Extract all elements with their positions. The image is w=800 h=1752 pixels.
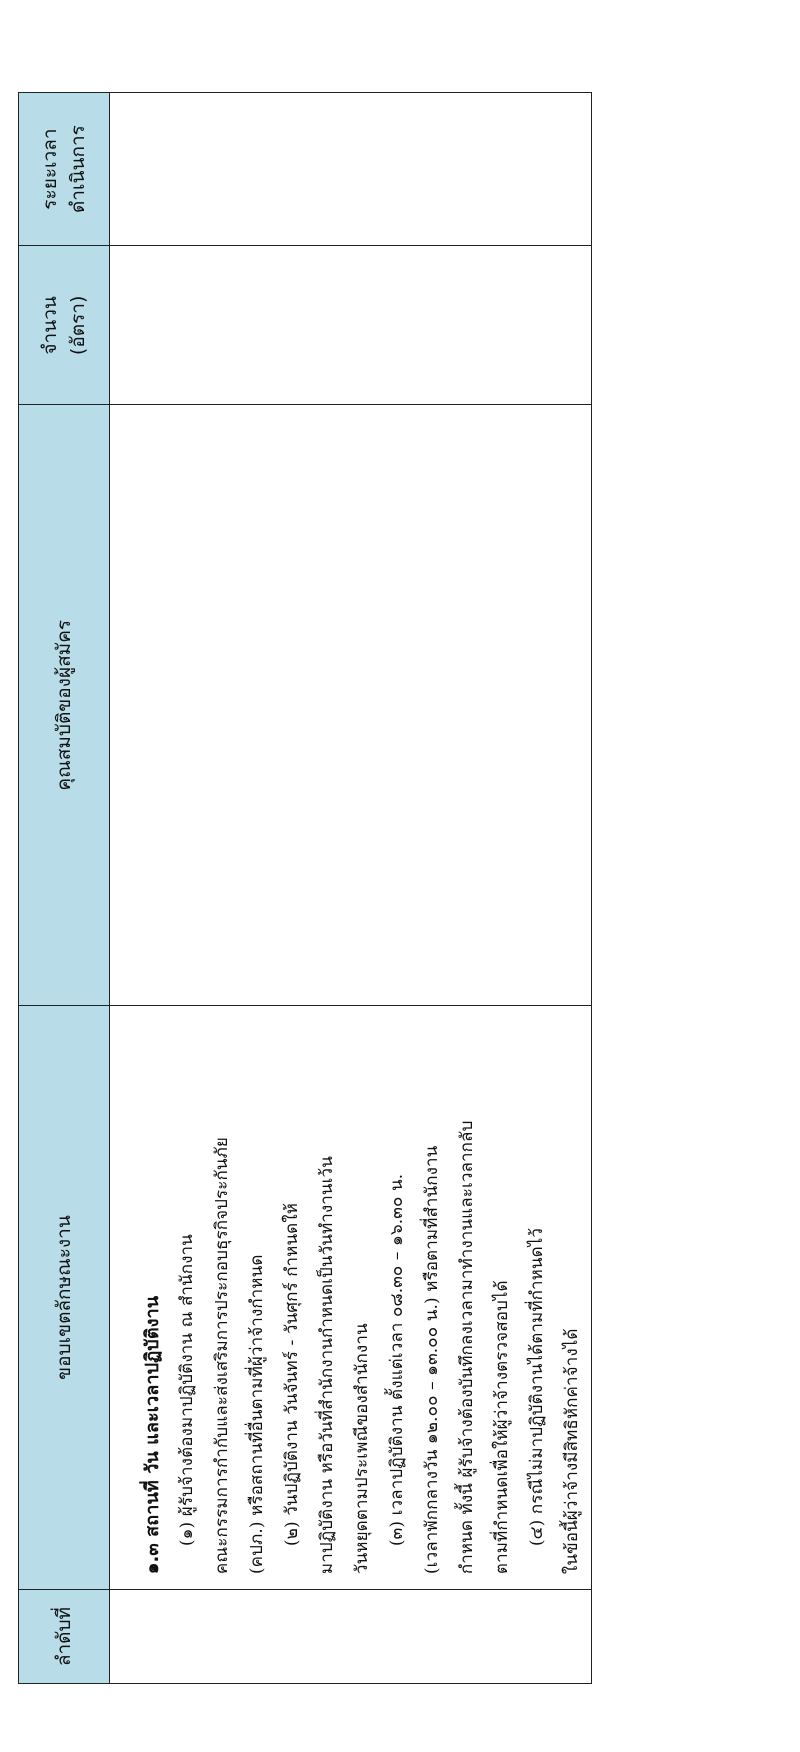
- header-period: [19, 93, 110, 246]
- header-amount-line1: จำนวน: [39, 296, 61, 355]
- scope-item2-line2: มาปฏิบัติงาน หรือวันที่สำนักงานกำหนดเป็นวันทำงานเว้น: [317, 1156, 337, 1575]
- scope-item1-line2: คณะกรรมการกำกับและส่งเสริมการประกอบธุรกิจประกันภัย: [212, 1137, 232, 1575]
- scope-item3-line2: (เวลาพักกลางวัน ๑๒.๐๐ – ๑๓.๐๐ น.) หรือตามที่สำนักงาน: [422, 1145, 442, 1575]
- scope-text: [111, 1007, 590, 1588]
- scope-table: [18, 92, 592, 1684]
- header-qualification: คุณสมบัติของผู้สมัคร: [19, 405, 110, 1005]
- rotated-table-container: [18, 92, 582, 1684]
- header-period-line2: ดำเนินการ: [67, 125, 89, 214]
- header-period-line1: ระยะเวลา: [39, 128, 61, 210]
- scope-item2-line3: วันหยุดตามประเพณีของสำนักงาน: [352, 1323, 372, 1575]
- scope-item3-line1: (๓) เวลาปฏิบัติงาน ตั้งแต่เวลา ๐๘.๓๐ – ๑๖.๓๐ น.: [387, 1173, 407, 1547]
- scope-item4-line1: (๔) กรณีไม่มาปฏิบัติงานได้ตามที่กำหนดไว้: [527, 1227, 547, 1547]
- scope-item3-line3: กำหนด ทั้งนี้ ผู้รับจ้างต้องบันทึกลงเวลามาทำงานและเวลากลับ: [457, 1120, 477, 1575]
- cell-period: [110, 93, 592, 246]
- header-scope: ขอบเขตลักษณะงาน: [19, 1005, 110, 1589]
- table-row: [110, 93, 592, 1684]
- scope-item1-line3: (คปภ.) หรือสถานที่อื่นตามที่ผู้ว่าจ้างกำหนด: [247, 1254, 267, 1575]
- scope-item3-line4: ตามที่กำหนดเพื่อให้ผู้ว่าจ้างตรวจสอบได้: [492, 1280, 512, 1575]
- cell-no: [110, 1590, 592, 1684]
- header-amount: [19, 246, 110, 405]
- scope-item2-line1: (๒) วันปฏิบัติงาน วันจันทร์ - วันศุกร์ กำหนดให้: [282, 1202, 302, 1547]
- scope-item4-line2: ในข้อนี้ผู้ว่าจ้างมีสิทธิหักค่าจ้างได้: [562, 1328, 582, 1575]
- header-amount-line2: (อัตรา): [67, 295, 89, 356]
- cell-scope: [110, 1005, 592, 1589]
- cell-qualification: [110, 405, 592, 1005]
- cell-amount: [110, 246, 592, 405]
- table-header-row: [19, 93, 110, 1684]
- scope-heading: ๑.๓ สถานที่ วัน และเวลาปฏิบัติงาน: [142, 1295, 163, 1575]
- header-no: ลำดับที่: [19, 1590, 110, 1684]
- scope-item1-line1: (๑) ผู้รับจ้างต้องมาปฏิบัติงาน ณ สำนักงาน: [177, 1234, 197, 1547]
